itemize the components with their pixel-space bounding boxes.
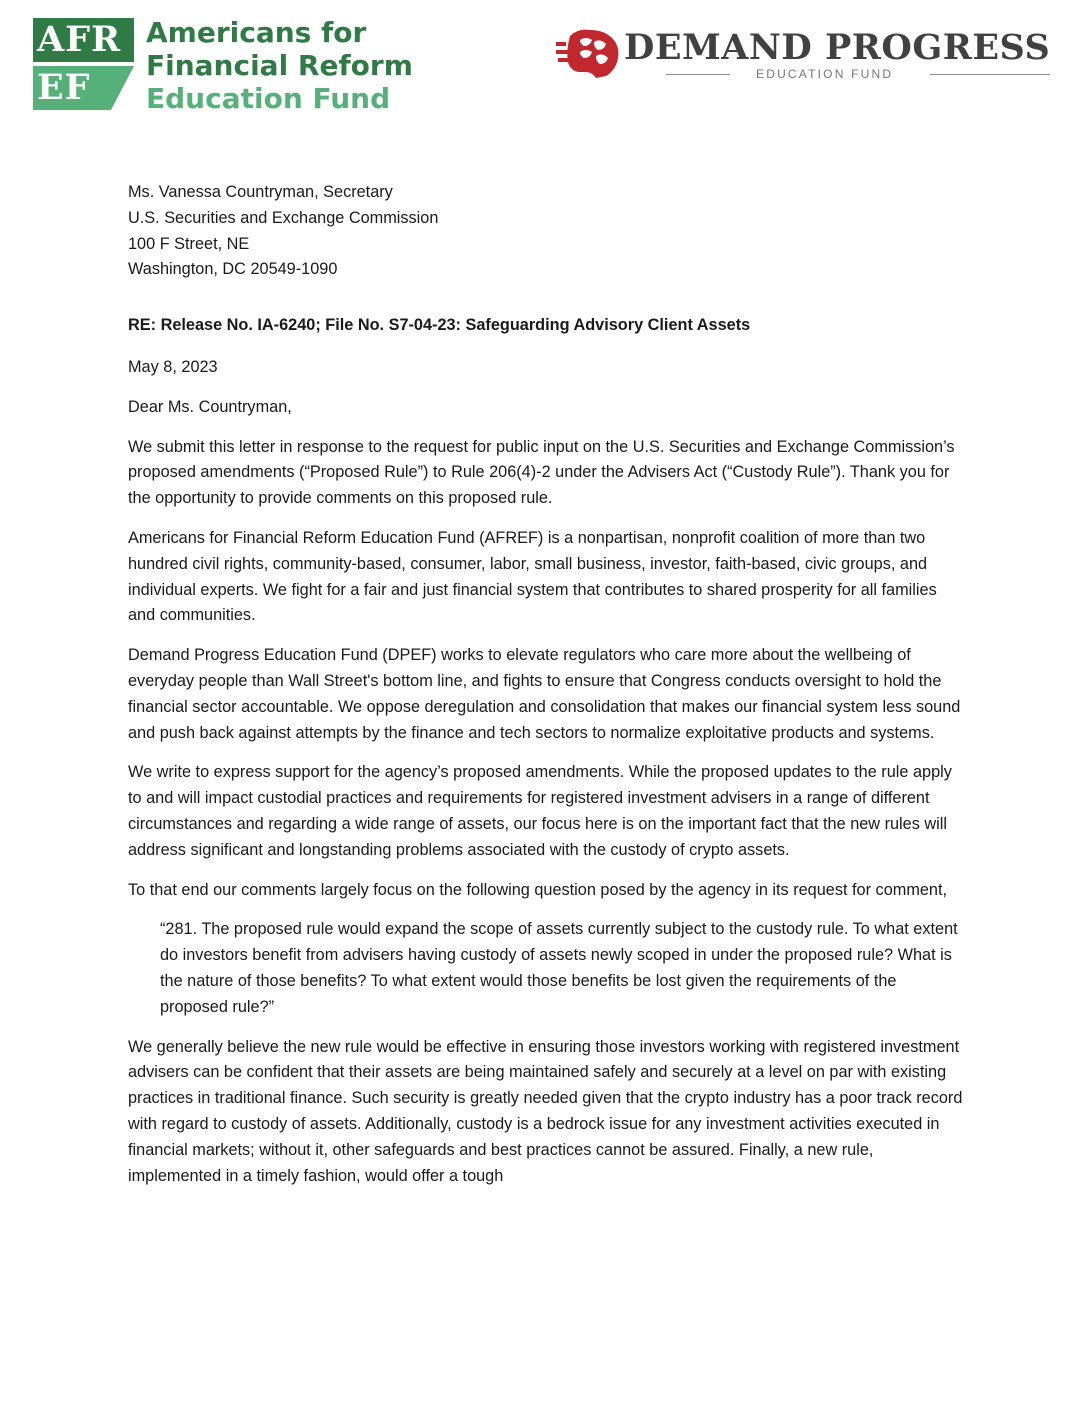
- afr-mark-top-text: AFR: [37, 19, 122, 60]
- raised-fist-icon: [556, 28, 624, 80]
- address-line: Ms. Vanessa Countryman, Secretary: [128, 183, 393, 201]
- address-line: Washington, DC 20549-1090: [128, 260, 338, 279]
- paragraph: We write to express support for the agency’s proposed amendments. While the proposed updates to the rule apply to and will impact custodial practices and requirements for registered investment advisers in a range of different circumstances and regarding a wide range of assets, our focus here is on the important fact that the new rules will address significant and longstanding problems associated with the custody of crypto assets.: [128, 763, 952, 859]
- subject-line: RE: Release No. IA-6240; File No. S7-04-23: Safeguarding Advisory Client Assets: [128, 316, 751, 335]
- letter-date: May 8, 2023: [128, 357, 218, 376]
- afr-logo-mark: [33, 18, 134, 110]
- afr-logo-line1: Americans for: [146, 16, 367, 49]
- afr-logo-line2: Financial Reform: [146, 49, 413, 82]
- demand-progress-logo: [556, 26, 1056, 86]
- divider: [666, 74, 730, 75]
- recipient-address: [128, 180, 963, 283]
- divider: [930, 74, 1050, 75]
- salutation: Dear Ms. Countryman,: [128, 397, 292, 416]
- address-line: 100 F Street, NE: [128, 234, 250, 253]
- demand-progress-title: DEMAND PROGRESS: [624, 27, 1051, 68]
- block-quote: “281. The proposed rule would expand the scope of assets currently subject to the custody rule. To what extent do investors benefit from advisers having custody of assets newly scoped in under the proposed rule? What is the nature of those benefits? To what extent would those benefits be lost given the requirements of the proposed rule?”: [160, 920, 958, 1016]
- paragraph: To that end our comments largely focus on the following question posed by the agency in its request for comment,: [128, 880, 948, 899]
- paragraph: We submit this letter in response to the request for public input on the U.S. Securities and Exchange Commission’s proposed amendments (“Proposed Rule”) to Rule 206(4)-2 under the Advisers Act (“Custody Rule”). Thank you for the opportunity to provide comments on this proposed rule.: [128, 437, 955, 508]
- afr-mark-bottom-text: EF: [37, 67, 91, 108]
- paragraph: Americans for Financial Reform Education Fund (AFREF) is a nonpartisan, nonprofit coalition of more than two hundred civil rights, community-based, consumer, labor, small business, investor, faith-based, civic groups, and individual experts. We fight for a fair and just financial system that contributes to shared prosperity for all families and communities.: [128, 528, 937, 625]
- afr-logo: [33, 18, 413, 113]
- address-line: U.S. Securities and Exchange Commission: [128, 208, 439, 227]
- letter-body: [128, 180, 963, 1189]
- paragraph: We generally believe the new rule would be effective in ensuring those investors working with registered investment advisers can be confident that their assets are being maintained safely and securely at a level on par with existing practices in traditional finance. Such security is greatly needed given that the crypto industry has a poor track record with regard to custody of assets. Additionally, custody is a bedrock issue for any investment activities executed in financial markets; without it, other safeguards and best practices cannot be assured. Finally, a new rule, implemented in a timely fashion, would offer a tough: [128, 1037, 963, 1185]
- afr-logo-wordmark: [146, 16, 413, 115]
- afr-logo-line3: Education Fund: [146, 82, 391, 115]
- demand-progress-subtitle: EDUCATION FUND: [756, 67, 894, 81]
- paragraph: Demand Progress Education Fund (DPEF) works to elevate regulators who care more about the wellbeing of everyday people than Wall Street's bottom line, and fights to ensure that Congress conducts oversight to hold the financial sector accountable. We oppose deregulation and consolidation that makes our financial system less sound and push back against attempts by the finance and tech sectors to normalize exploitative products and systems.: [128, 646, 961, 742]
